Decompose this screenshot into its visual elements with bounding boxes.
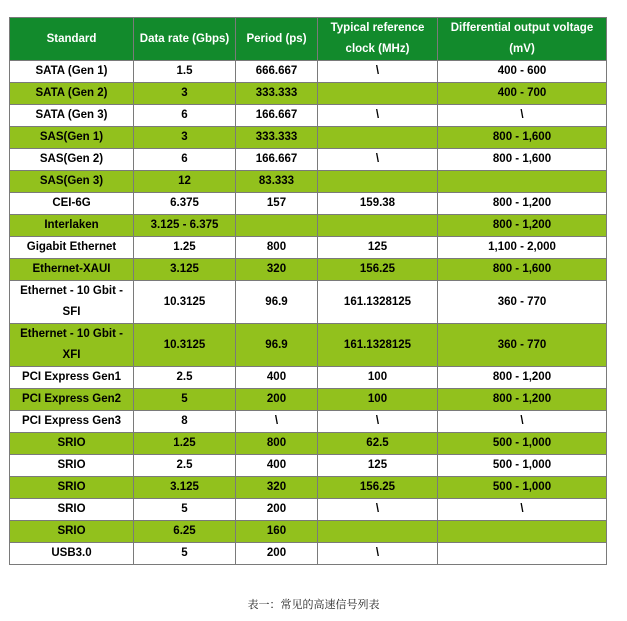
standard-cell: SRIO: [10, 521, 134, 543]
standard-cell: SAS(Gen 1): [10, 127, 134, 149]
value-cell: 166.667: [236, 149, 318, 171]
value-cell: 400: [236, 367, 318, 389]
value-cell: \: [318, 411, 438, 433]
value-cell: 160: [236, 521, 318, 543]
value-cell: 6.25: [134, 521, 236, 543]
standard-cell: USB3.0: [10, 543, 134, 565]
value-cell: \: [318, 543, 438, 565]
standard-cell: Gigabit Ethernet: [10, 237, 134, 259]
standard-cell: PCI Express Gen3: [10, 411, 134, 433]
header-cell: Standard: [10, 18, 134, 61]
value-cell: 156.25: [318, 259, 438, 281]
value-cell: 200: [236, 499, 318, 521]
header-cell: Period (ps): [236, 18, 318, 61]
value-cell: 200: [236, 389, 318, 411]
value-cell: 12: [134, 171, 236, 193]
standard-cell: SRIO: [10, 433, 134, 455]
value-cell: 360 - 770: [438, 281, 607, 324]
table-row: [10, 215, 607, 237]
value-cell: 100: [318, 389, 438, 411]
table-row: [10, 83, 607, 105]
value-cell: 1.25: [134, 433, 236, 455]
table-row: [10, 237, 607, 259]
value-cell: 400 - 700: [438, 83, 607, 105]
value-cell: 400: [236, 455, 318, 477]
standard-cell: Interlaken: [10, 215, 134, 237]
value-cell: 800 - 1,200: [438, 367, 607, 389]
table-row: [10, 389, 607, 411]
standard-cell: PCI Express Gen1: [10, 367, 134, 389]
value-cell: 3.125 - 6.375: [134, 215, 236, 237]
value-cell: 3.125: [134, 477, 236, 499]
value-cell: 800: [236, 237, 318, 259]
table-row: [10, 477, 607, 499]
standard-cell: SAS(Gen 2): [10, 149, 134, 171]
value-cell: 10.3125: [134, 324, 236, 367]
value-cell: 800 - 1,200: [438, 215, 607, 237]
value-cell: 500 - 1,000: [438, 455, 607, 477]
value-cell: 166.667: [236, 105, 318, 127]
header-row: [10, 18, 607, 61]
value-cell: 500 - 1,000: [438, 433, 607, 455]
value-cell: 800 - 1,600: [438, 149, 607, 171]
value-cell: [318, 171, 438, 193]
standard-cell: Ethernet - 10 Gbit - SFI: [10, 281, 134, 324]
value-cell: 96.9: [236, 324, 318, 367]
value-cell: 666.667: [236, 61, 318, 83]
value-cell: 125: [318, 455, 438, 477]
table-row: [10, 324, 607, 367]
value-cell: 800 - 1,600: [438, 127, 607, 149]
value-cell: 3: [134, 83, 236, 105]
standard-cell: CEI-6G: [10, 193, 134, 215]
header-cell: Data rate (Gbps): [134, 18, 236, 61]
table-row: [10, 259, 607, 281]
value-cell: 800 - 1,600: [438, 259, 607, 281]
value-cell: [318, 521, 438, 543]
standard-cell: SRIO: [10, 477, 134, 499]
value-cell: 2.5: [134, 367, 236, 389]
value-cell: 83.333: [236, 171, 318, 193]
value-cell: 156.25: [318, 477, 438, 499]
value-cell: 200: [236, 543, 318, 565]
value-cell: \: [438, 411, 607, 433]
value-cell: 96.9: [236, 281, 318, 324]
value-cell: [318, 127, 438, 149]
table-row: [10, 433, 607, 455]
standard-cell: SRIO: [10, 455, 134, 477]
value-cell: \: [318, 149, 438, 171]
header-cell: Differential output voltage (mV): [438, 18, 607, 61]
value-cell: 8: [134, 411, 236, 433]
standard-cell: SATA (Gen 2): [10, 83, 134, 105]
standard-cell: Ethernet-XAUI: [10, 259, 134, 281]
table-row: [10, 543, 607, 565]
table-body: [10, 61, 607, 565]
value-cell: 320: [236, 477, 318, 499]
table-row: [10, 411, 607, 433]
value-cell: 333.333: [236, 127, 318, 149]
table-row: [10, 105, 607, 127]
header-cell: Typical reference clock (MHz): [318, 18, 438, 61]
value-cell: 320: [236, 259, 318, 281]
value-cell: [318, 215, 438, 237]
value-cell: 6: [134, 149, 236, 171]
value-cell: 157: [236, 193, 318, 215]
value-cell: [318, 83, 438, 105]
standard-cell: SRIO: [10, 499, 134, 521]
table-row: [10, 281, 607, 324]
value-cell: 5: [134, 543, 236, 565]
value-cell: \: [438, 105, 607, 127]
table-caption: 表一：常见的高速信号列表: [247, 598, 380, 611]
table-row: [10, 193, 607, 215]
value-cell: 159.38: [318, 193, 438, 215]
value-cell: 100: [318, 367, 438, 389]
standard-cell: SATA (Gen 3): [10, 105, 134, 127]
table-row: [10, 455, 607, 477]
value-cell: 125: [318, 237, 438, 259]
value-cell: 3.125: [134, 259, 236, 281]
value-cell: \: [438, 499, 607, 521]
value-cell: 800 - 1,200: [438, 389, 607, 411]
table-row: [10, 127, 607, 149]
value-cell: 5: [134, 499, 236, 521]
table-row: [10, 367, 607, 389]
standard-cell: PCI Express Gen2: [10, 389, 134, 411]
value-cell: 6: [134, 105, 236, 127]
value-cell: 800: [236, 433, 318, 455]
value-cell: 161.1328125: [318, 281, 438, 324]
value-cell: 1.5: [134, 61, 236, 83]
standard-cell: Ethernet - 10 Gbit - XFI: [10, 324, 134, 367]
value-cell: \: [318, 105, 438, 127]
value-cell: 333.333: [236, 83, 318, 105]
value-cell: 2.5: [134, 455, 236, 477]
value-cell: \: [318, 61, 438, 83]
table-row: [10, 499, 607, 521]
table-row: [10, 521, 607, 543]
value-cell: 62.5: [318, 433, 438, 455]
value-cell: [236, 215, 318, 237]
value-cell: 5: [134, 389, 236, 411]
value-cell: 6.375: [134, 193, 236, 215]
table-row: [10, 149, 607, 171]
value-cell: 3: [134, 127, 236, 149]
table-row: [10, 171, 607, 193]
value-cell: 360 - 770: [438, 324, 607, 367]
value-cell: [438, 521, 607, 543]
standard-cell: SATA (Gen 1): [10, 61, 134, 83]
value-cell: 800 - 1,200: [438, 193, 607, 215]
value-cell: 161.1328125: [318, 324, 438, 367]
value-cell: \: [318, 499, 438, 521]
value-cell: 500 - 1,000: [438, 477, 607, 499]
value-cell: 1.25: [134, 237, 236, 259]
value-cell: 400 - 600: [438, 61, 607, 83]
value-cell: 10.3125: [134, 281, 236, 324]
standard-cell: SAS(Gen 3): [10, 171, 134, 193]
value-cell: 1,100 - 2,000: [438, 237, 607, 259]
value-cell: [438, 171, 607, 193]
signal-standards-table: [9, 17, 607, 565]
value-cell: \: [236, 411, 318, 433]
value-cell: [438, 543, 607, 565]
table-row: [10, 61, 607, 83]
